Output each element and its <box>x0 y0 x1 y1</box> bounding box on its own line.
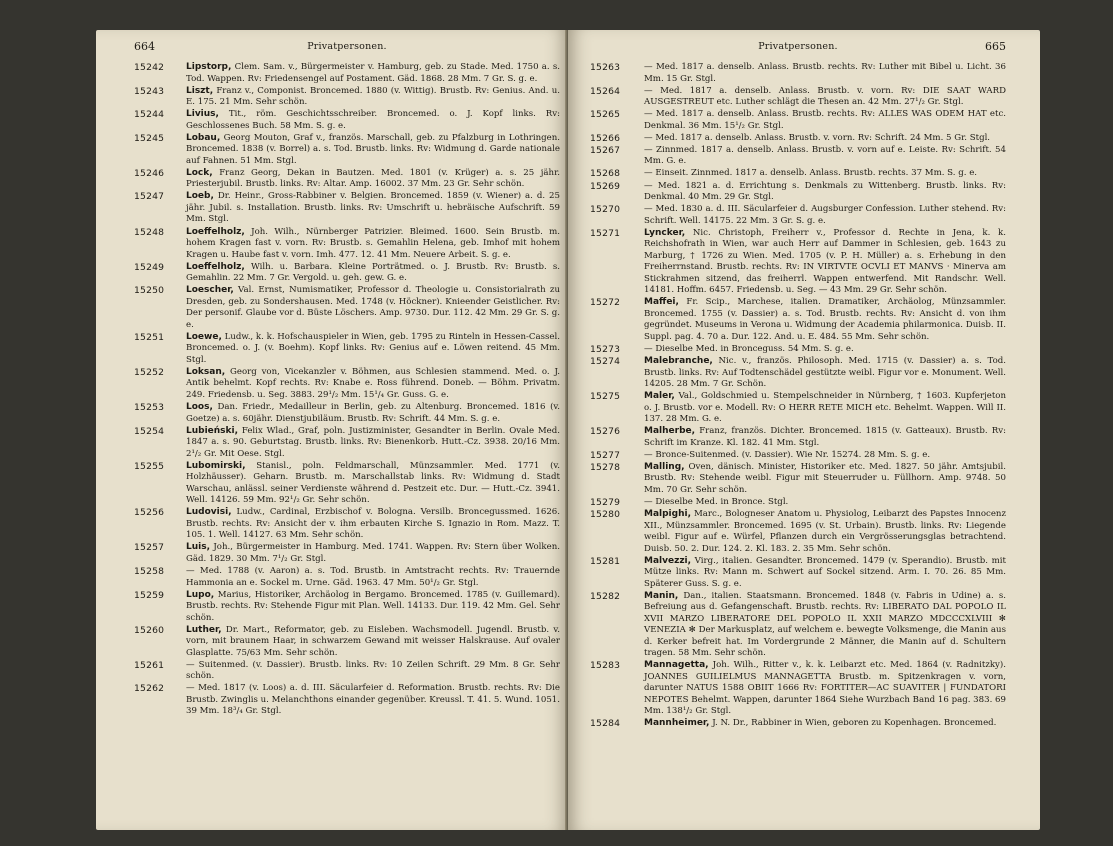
catalog-entry <box>590 168 1006 180</box>
entry-text: Val. Ernst, Numismatiker, Professor d. Theologie u. Consistorialrath zu Dresden, geb. zu Sondershausen. Med. 1748 (v. Höckner). Knieender Geistlicher. Rv: Der personif. Glaube vor d. Büste Löschers. Amp. 9730. Dur. 112. 42 Mm. 29 Gr. S. g. e. <box>186 285 560 330</box>
catalog-entry <box>134 507 560 542</box>
catalog-entry <box>590 556 1006 591</box>
entry-number: 15274 <box>590 356 621 368</box>
right-running-title: Privatpersonen. <box>758 41 838 52</box>
entry-text: Nic. v., französ. Philosoph. Med. 1715 (v. Dassier) a. s. Tod. Brustb. links. Rv: Auf Todtenschädel gestützte weibl. Figur vor e. Monument. Well. 14205. 28 Mm. 7 Gr. Schön. <box>644 356 1006 390</box>
entry-number: 15276 <box>590 426 621 438</box>
catalog-entry <box>134 566 560 589</box>
catalog-entry <box>590 181 1006 204</box>
catalog-entry <box>590 145 1006 168</box>
entry-number: 15248 <box>134 226 165 238</box>
entry-name: Manin, <box>644 590 679 601</box>
catalog-entry <box>134 109 560 132</box>
entry-number: 15247 <box>134 191 165 203</box>
entry-name: Malpighi, <box>644 509 691 520</box>
entry-name: Malherbe, <box>644 426 696 437</box>
entry-name: Loewe, <box>186 331 222 342</box>
entry-name: Lyncker, <box>644 227 686 238</box>
catalog-entry <box>590 718 1006 730</box>
catalog-entry <box>590 109 1006 132</box>
entry-name: Loeffelholz, <box>186 226 245 237</box>
catalog-entry <box>134 402 560 425</box>
entry-number: 15277 <box>590 449 621 461</box>
catalog-entry <box>134 461 560 507</box>
entry-number: 15265 <box>590 109 621 121</box>
entry-name: Lubomirski, <box>186 460 246 471</box>
catalog-entry <box>590 591 1006 660</box>
catalog-entry <box>590 86 1006 109</box>
entry-number: 15283 <box>590 660 621 672</box>
entry-number: 15250 <box>134 285 165 297</box>
catalog-entry <box>134 168 560 191</box>
entry-text: Felix Wlad., Graf, poln. Justizminister, Gesandter in Berlin. Ovale Med. 1847 a. s. 90. Geburtstag. Brustb. links. Rv: Bienenkorb. Hutt.-Cz. 3938. 20/16 Mm. 2¹/₂ Gr. Mit Oese. Stgl. <box>186 425 560 459</box>
catalog-entry <box>590 204 1006 227</box>
entry-text: Wilh. u. Barbara. Kleine Porträtmed. o. J. Brustb. Rv: Brustb. s. Gemahlin. 22 Mm. 7 Gr. Vergold. u. geh. gew. G. e. <box>186 261 560 284</box>
entry-text: — Dieselbe Med. in Bronceguss. 54 Mm. S. g. e. <box>644 343 854 354</box>
catalog-entry <box>590 497 1006 509</box>
entry-text: Georg von, Vicekanzler v. Böhmen, aus Schlesien stammend. Med. o. J. Antik behelmt. Kopf rechts. Rv: Knabe e. Ross führend. Doneb. — Böhm. Privatm. 249. Friedensb. u. Seg. 3883. 29¹/₂ Mm. 15¹/₄ Gr. Guss. G. e. <box>186 366 560 400</box>
entry-text: Val., Goldschmied u. Stempelschneider in Nürnberg, † 1603. Kupferjeton o. J. Brustb. vor e. Modell. Rv: O HERR RETE MICH etc. Behelmt. Wappen. Will II. 137. 28 Mm. G. e. <box>644 391 1006 425</box>
entry-name: Ludovisi, <box>186 507 232 518</box>
left-running-head <box>134 40 560 56</box>
catalog-entry <box>134 367 560 402</box>
catalog-entry <box>134 191 560 226</box>
entry-name: Mannagetta, <box>644 660 709 671</box>
entry-number: 15257 <box>134 542 165 554</box>
entry-text: Dan., italien. Staatsmann. Broncemed. 1848 (v. Fabris in Udine) a. s. Befreiung aus d. Gefangenschaft. Brustb. rechts. Rv: LIBERATO DAL POPOLO IL XVII MARZO LIBERATORE DEL POPOLO IL XXII MARZO MDCCCXLVIII ✻ VENEZIA ✻ Der Markusplatz, auf welchem e. bewegte Volksmenge, die Manin aus d. Kerker befreit hat. Im Vordergrunde 2 Männer, die Manin auf d. Schultern tragen. 58 Mm. Sehr schön. <box>644 590 1006 659</box>
entry-text: Clem. Sam. v., Bürgermeister v. Hamburg, geb. zu Stade. Med. 1750 a. s. Tod. Wappen. Rv: Friedensengel auf Postament. Gäd. 1868. 28 Mm. 7 Gr. S. g. e. <box>186 62 560 84</box>
entry-text: Marc., Bologneser Anatom u. Physiolog, Leibarzt des Papstes Innocenz XII., Münzsammler. Broncemed. 1695 (v. St. Urbain). Brustb. links. Rv: Liegende weibl. Figur auf e. Würfel, Pflanzen durch ein Vergrösserungsglas betrachtend. Duisb. 50. 2. Dur. 124. 2. Kl. 183. 2. 35 Mm. Sehr schön. <box>644 509 1006 554</box>
entry-name: Luis, <box>186 542 211 553</box>
entry-number: 15284 <box>590 718 621 730</box>
catalog-entry <box>590 426 1006 449</box>
catalog-entry <box>134 683 560 718</box>
entry-text: Nic. Christoph, Freiherr v., Professor d. Rechte in Jena, k. k. Reichshofrath in Wien, war auch Herr auf Dammer in Schlesien, geb. 1643 zu Marburg, † 1726 zu Wien. Med. 1705 (v. P. H. Müller) a. s. Erhebung in den Freiherrnstand. Brustb. rechts. Rv: IN VIRTVTE OCVLI ET MANVS · Minerva am Stickrahmen sitzend, das freiherrl. Wappen entwerfend. Mit Randschr. Well. 14181. Hoffm. 6457. Friedensb. u. Seg. — 43 Mm. 29 Gr. Sehr schön. <box>644 227 1006 296</box>
right-running-head <box>590 40 1006 56</box>
entry-text: Franz Georg, Dekan in Bautzen. Med. 1801 (v. Krüger) a. s. 25 jähr. Priesterjubil. Brustb. links. Rv: Altar. Amp. 16002. 37 Mm. 23 Gr. Sehr schön. <box>186 167 560 190</box>
entry-text: Dr. Mart., Reformator, geb. zu Eisleben. Wachsmodell. Jugendl. Brustb. v. vorn, mit braunem Haar, in schwarzem Gewand mit weisser Halskrause. Auf ovaler Glasplatte. 75/63 Mm. Sehr schön. <box>186 624 560 658</box>
entry-text: Joh. Wilh., Nürnberger Patrizier. Bleimed. 1600. Sein Brustb. m. hohem Kragen fast v. vorn. Rv: Brustb. s. Gemahlin Helena, geb. Imhof mit hohem Kragen u. Haube fast v. vorn. Imh. 477. 12. 41 Mm. Neuere Arbeit. S. g. e. <box>186 226 560 260</box>
entry-text: Marius, Historiker, Archäolog in Bergamo. Broncemed. 1785 (v. Guillemard). Brustb. rechts. Rv: Stehende Figur mit Plan. Well. 14133. Dur. 119. 42 Mm. Gel. Sehr schön. <box>186 589 560 623</box>
entry-number: 15278 <box>590 461 621 473</box>
entry-text: Oven, dänisch. Minister, Historiker etc. Med. 1827. 50 jähr. Amtsjubil. Brustb. Rv: Stehende weibl. Figur mit Steuerruder u. Füllhorn. Amp. 9748. 50 Mm. 70 Gr. Sehr schön. <box>644 461 1006 495</box>
entry-name: Maler, <box>644 391 675 402</box>
entry-text: Stanisl., poln. Feldmarschall, Münzsammler. Med. 1771 (v. Holzhäusser). Geharn. Brustb. m. Marschallstab links. Rv: Widmung d. Stadt Warschau, anlässl. seiner Verdienste während d. Pestzeit etc. Dur. — Hutt.-Cz. 3941. Well. 14126. 59 Mm. 92¹/₂ Gr. Sehr schön. <box>186 460 560 506</box>
catalog-entry <box>590 297 1006 343</box>
entry-number: 15264 <box>590 85 621 97</box>
catalog-entry <box>590 450 1006 462</box>
entry-name: Loksan, <box>186 366 226 377</box>
entry-name: Livius, <box>186 109 219 120</box>
entry-text: J. N. Dr., Rabbiner in Wien, geboren zu Kopenhagen. Broncemed. <box>709 718 997 729</box>
entry-name: Lock, <box>186 167 213 178</box>
catalog-entry <box>590 344 1006 356</box>
entry-text: — Med. 1817 a. denselb. Anlass. Brustb. v. vorn. Rv: DIE SAAT WARD AUSGESTREUT etc. Luther schlägt die Thesen an. 42 Mm. 27¹/₂ Gr. Stgl. <box>644 85 1006 108</box>
catalog-entry <box>134 62 560 85</box>
entry-number: 15245 <box>134 132 165 144</box>
entry-number: 15261 <box>134 659 165 671</box>
entry-number: 15282 <box>590 590 621 602</box>
entry-text: Dr. Heinr., Gross-Rabbiner v. Belgien. Broncemed. 1859 (v. Wiener) a. d. 25 jähr. Jubil. s. Installation. Brustb. links. Rv: Umschrift u. hebräische Aufschrift. 59 Mm. Stgl. <box>186 191 560 225</box>
entry-text: — Bronce-Suitenmed. (v. Dassier). Wie Nr. 15274. 28 Mm. S. g. e. <box>644 449 931 460</box>
entry-number: 15267 <box>590 144 621 156</box>
entry-name: Loeb, <box>186 191 214 202</box>
entry-number: 15256 <box>134 507 165 519</box>
entry-number: 15243 <box>134 85 165 97</box>
entry-name: Maffei, <box>644 297 679 308</box>
entry-text: — Med. 1788 (v. Aaron) a. s. Tod. Brustb. in Amtstracht rechts. Rv: Trauernde Hammonia an e. Sockel m. Urne. Gäd. 1963. 47 Mm. 50¹/₂ Gr. Stgl. <box>186 566 560 588</box>
entry-name: Loeffelholz, <box>186 261 245 272</box>
catalog-entry <box>590 660 1006 718</box>
right-page-number: 665 <box>985 40 1006 53</box>
entry-number: 15252 <box>134 366 165 378</box>
entry-text: — Suitenmed. (v. Dassier). Brustb. links. Rv: 10 Zeilen Schrift. 29 Mm. 8 Gr. Sehr schön. <box>186 659 560 682</box>
entry-name: Lupo, <box>186 589 215 600</box>
entry-name: Lubieński, <box>186 425 239 436</box>
entry-number: 15279 <box>590 497 621 508</box>
entry-text: — Med. 1830 a. d. III. Säcularfeier d. Augsburger Confession. Luther stehend. Rv: Schrift. Well. 14175. 22 Mm. 3 Gr. S. g. e. <box>644 204 1006 226</box>
entry-text: — Med. 1817 a. denselb. Anlass. Brustb. rechts. Rv: ALLES WAS ODEM HAT etc. Denkmal. 36 Mm. 15¹/₂ Gr. Stgl. <box>644 109 1006 131</box>
catalog-entry <box>590 133 1006 145</box>
entry-number: 15251 <box>134 331 165 343</box>
entry-text: Georg Mouton, Graf v., französ. Marschall, geb. zu Pfalzburg in Lothringen. Broncemed. 1838 (v. Borrel) a. s. Tod. Brustb. links. Rv: Widmung d. Garde nationale auf Fahnen. 51 Mm. Stgl. <box>186 132 560 166</box>
entry-text: Franz, französ. Dichter. Broncemed. 1815 (v. Gatteaux). Brustb. Rv: Schrift im Kranze. Kl. 182. 41 Mm. Stgl. <box>644 426 1006 448</box>
entry-name: Lipstorp, <box>186 62 232 72</box>
catalog-entry <box>134 426 560 461</box>
entry-number: 15262 <box>134 683 165 695</box>
entry-name: Malebranche, <box>644 356 713 367</box>
entry-text: Joh. Wilh., Ritter v., k. k. Leibarzt etc. Med. 1864 (v. Radnitzky). JOANNES GUILIELMUS MANNAGETTA Brustb. m. Spitzenkragen v. vorn, darunter NATUS 1588 OBIIT 1666 Rv: FORTITER—AC SUAVITER | FUNDATORI NEPOTES Behelmt. Wappen, darunter 1864 Siehe Wurzbach Band 16 pag. 383. 69 Mm. 138¹/₂ Gr. Stgl. <box>644 660 1006 717</box>
catalog-entry <box>590 62 1006 85</box>
catalog-entry <box>134 332 560 367</box>
catalog-entry <box>134 262 560 285</box>
entry-name: Liszt, <box>186 85 214 96</box>
entry-text: Dan. Friedr., Medailleur in Berlin, geb. zu Altenburg. Broncemed. 1816 (v. Goetze) a. s. 60jähr. Dienstjubiläum. Brustb. Rv: Schrift. 44 Mm. S. g. e. <box>186 402 560 424</box>
catalog-entry <box>134 133 560 168</box>
entry-number: 15249 <box>134 261 165 273</box>
catalog-entry <box>590 391 1006 426</box>
entry-number: 15260 <box>134 624 165 636</box>
entry-text: Joh., Bürgermeister in Hamburg. Med. 1741. Wappen. Rv: Stern über Wolken. Gäd. 1829. 30 Mm. 7¹/₂ Gr. Stgl. <box>186 542 560 564</box>
entry-number: 15266 <box>590 132 621 144</box>
left-page <box>96 30 568 830</box>
left-entry-list <box>134 62 560 718</box>
entry-text: Ludw., Cardinal, Erzbischof v. Bologna. Versilb. Broncegussmed. 1626. Brustb. rechts. Rv: Ansicht der v. ihm erbauten Kirche S. Ignazio in Rom. Mazz. T. 105. 1. Well. 14127. 63 Mm. Sehr schön. <box>186 507 560 541</box>
catalog-entry <box>134 285 560 331</box>
catalog-entry <box>590 509 1006 555</box>
entry-number: 15259 <box>134 589 165 601</box>
entry-name: Loescher, <box>186 285 234 296</box>
entry-text: — Einseit. Zinnmed. 1817 a. denselb. Anlass. Brustb. rechts. 37 Mm. S. g. e. <box>644 168 978 179</box>
catalog-entry <box>590 228 1006 297</box>
entry-number: 15242 <box>134 62 165 73</box>
entry-text: — Med. 1817 a. denselb. Anlass. Brustb. rechts. Rv: Luther mit Bibel u. Licht. 36 Mm. 15 Gr. Stgl. <box>644 62 1006 84</box>
entry-number: 15275 <box>590 391 621 403</box>
entry-number: 15263 <box>590 62 621 73</box>
catalog-entry <box>134 86 560 109</box>
entry-number: 15281 <box>590 555 621 567</box>
catalog-entry <box>134 227 560 262</box>
entry-name: Malling, <box>644 461 685 472</box>
entry-number: 15253 <box>134 402 165 414</box>
entry-text: Virg., italien. Gesandter. Broncemed. 1479 (v. Sperandio). Brustb. mit Mütze links. Rv: Mann m. Schwert auf Sockel sitzend. Arm. I. 70. 26. 85 Mm. Späterer Guss. S. g. e. <box>644 555 1006 589</box>
entry-number: 15270 <box>590 204 621 216</box>
entry-number: 15258 <box>134 566 165 577</box>
entry-number: 15268 <box>590 168 621 180</box>
entry-number: 15271 <box>590 227 621 239</box>
entry-number: 15255 <box>134 460 165 472</box>
entry-number: 15246 <box>134 167 165 179</box>
entry-number: 15272 <box>590 297 621 309</box>
catalog-entry <box>590 462 1006 497</box>
entry-text: Ludw., k. k. Hofschauspieler in Wien, geb. 1795 zu Rinteln in Hessen-Cassel. Broncemed. o. J. (v. Boehm). Kopf links. Rv: Genius auf e. Löwen reitend. 45 Mm. Stgl. <box>186 331 560 365</box>
entry-text: — Dieselbe Med. in Bronce. Stgl. <box>644 497 789 507</box>
entry-text: Tit., röm. Geschichtsschreiber. Broncemed. o. J. Kopf links. Rv: Geschlossenes Buch. 58 Mm. S. g. e. <box>186 109 560 131</box>
right-entry-list <box>590 62 1006 730</box>
left-page-number: 664 <box>134 40 155 53</box>
catalog-entry <box>134 542 560 565</box>
entry-text: — Med. 1817 (v. Loos) a. d. III. Säcularfeier d. Reformation. Brustb. rechts. Rv: Die Brustb. Zwinglis u. Melanchthons einander gegenüber. Kreussl. T. 41. 5. Wund. 1051. 39 Mm. 18³/₄ Gr. Stgl. <box>186 683 560 717</box>
entry-name: Loos, <box>186 402 213 413</box>
entry-number: 15269 <box>590 180 621 192</box>
catalog-entry <box>134 590 560 625</box>
entry-number: 15273 <box>590 343 621 355</box>
entry-text: — Zinnmed. 1817 a. denselb. Anlass. Brustb. v. vorn auf e. Leiste. Rv: Schrift. 54 Mm. G. e. <box>644 144 1006 167</box>
entry-number: 15254 <box>134 425 165 437</box>
left-running-title: Privatpersonen. <box>307 41 387 52</box>
entry-number: 15280 <box>590 509 621 521</box>
entry-name: Lobau, <box>186 132 221 143</box>
entry-name: Luther, <box>186 624 222 635</box>
entry-text: — Med. 1821 a. d. Errichtung s. Denkmals zu Wittenberg. Brustb. links. Rv: Denkmal. 40 Mm. 29 Gr. Stgl. <box>644 180 1006 203</box>
entry-text: — Med. 1817 a. denselb. Anlass. Brustb. v. vorn. Rv: Schrift. 24 Mm. 5 Gr. Stgl. <box>644 132 991 143</box>
entry-number: 15244 <box>134 109 165 121</box>
catalog-entry <box>590 356 1006 391</box>
entry-name: Mannheimer, <box>644 718 710 729</box>
entry-name: Malvezzi, <box>644 555 692 566</box>
catalog-entry <box>134 660 560 683</box>
catalog-entry <box>134 625 560 660</box>
right-page <box>568 30 1040 830</box>
entry-text: Fr. Scip., Marchese, italien. Dramatiker, Archäolog, Münzsammler. Broncemed. 1755 (v. Dassier) a. s. Tod. Brustb. rechts. Rv: Ansicht d. von ihm gegründet. Museums in Verona u. Widmung der Academia philarmonica. Duisb. II. Suppl. pag. 4. 70 a. Dur. 122. And. u. E. 484. 55 Mm. Sehr schön. <box>644 297 1006 342</box>
entry-text: Franz v., Componist. Broncemed. 1880 (v. Wittig). Brustb. Rv: Genius. And. u. E. 175. 21 Mm. Sehr schön. <box>186 85 560 108</box>
